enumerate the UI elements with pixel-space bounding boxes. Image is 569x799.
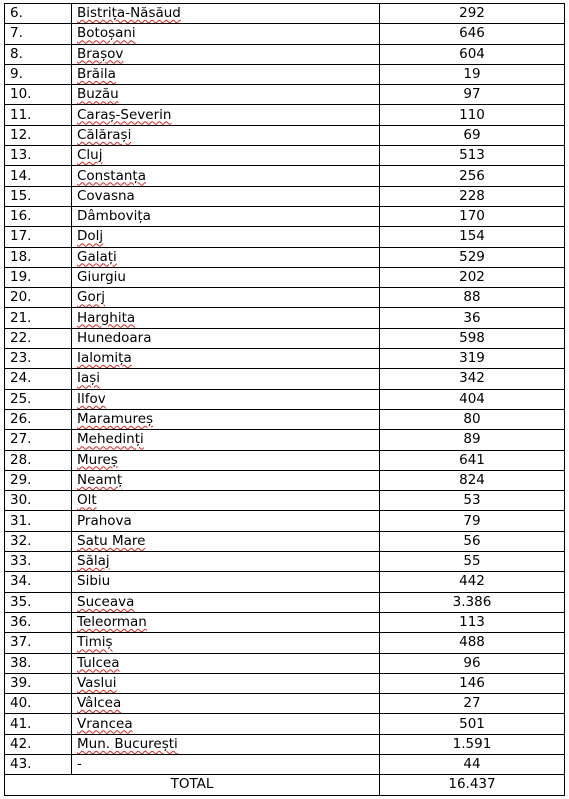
county-name: Bistrița-Năsăud	[77, 5, 181, 22]
value-cell: 598	[380, 328, 565, 348]
value-cell: 53	[380, 491, 565, 511]
county-name-cell	[72, 491, 380, 511]
table-row	[5, 754, 565, 774]
table-row	[5, 105, 565, 125]
county-name-cell	[72, 4, 380, 24]
row-number: 32.	[5, 531, 72, 551]
row-number: 18.	[5, 247, 72, 267]
row-number: 7.	[5, 24, 72, 44]
county-name: Olt	[77, 492, 97, 509]
value-cell: 3.386	[380, 592, 565, 612]
county-name-cell	[72, 267, 380, 287]
table-row	[5, 673, 565, 693]
county-name: Mun. București	[77, 735, 178, 752]
table-row	[5, 44, 565, 64]
county-name: Vaslui	[77, 674, 117, 691]
county-name: Harghita	[77, 309, 136, 326]
table-row	[5, 166, 565, 186]
table-row	[5, 125, 565, 145]
county-name-cell	[72, 734, 380, 754]
row-number: 20.	[5, 288, 72, 308]
row-number: 14.	[5, 166, 72, 186]
county-name: Suceava	[77, 593, 135, 610]
county-name: Călărași	[77, 126, 132, 143]
county-name-cell	[72, 166, 380, 186]
row-number: 37.	[5, 633, 72, 653]
value-cell: 824	[380, 470, 565, 490]
county-name: Mureș	[77, 451, 118, 468]
county-name: Brăila	[77, 66, 116, 83]
county-name-cell	[72, 146, 380, 166]
row-number: 41.	[5, 714, 72, 734]
value-cell: 110	[380, 105, 565, 125]
value-cell: 113	[380, 612, 565, 632]
row-number: 38.	[5, 653, 72, 673]
row-number: 27.	[5, 430, 72, 450]
county-data-table	[4, 3, 565, 796]
county-name-cell	[72, 247, 380, 267]
row-number: 35.	[5, 592, 72, 612]
total-row	[5, 775, 565, 795]
row-number: 6.	[5, 4, 72, 24]
county-name: Dâmbovița	[77, 208, 151, 225]
table-row	[5, 206, 565, 226]
county-name-cell	[72, 430, 380, 450]
table-row	[5, 450, 565, 470]
county-name: Galați	[77, 248, 117, 265]
county-name-cell	[72, 105, 380, 125]
county-name-cell	[72, 227, 380, 247]
row-number: 11.	[5, 105, 72, 125]
county-name-cell	[72, 206, 380, 226]
county-name: Prahova	[77, 512, 132, 529]
table-row	[5, 470, 565, 490]
table-row	[5, 511, 565, 531]
county-name: Covasna	[77, 187, 135, 204]
county-name: Iași	[77, 370, 101, 387]
county-name-cell	[72, 552, 380, 572]
value-cell: 404	[380, 389, 565, 409]
row-number: 26.	[5, 409, 72, 429]
value-cell: 529	[380, 247, 565, 267]
county-name-cell	[72, 24, 380, 44]
county-name: Dolj	[77, 228, 104, 245]
row-number: 17.	[5, 227, 72, 247]
value-cell: 641	[380, 450, 565, 470]
value-cell: 36	[380, 308, 565, 328]
value-cell: 55	[380, 552, 565, 572]
county-name-cell	[72, 470, 380, 490]
table-row	[5, 491, 565, 511]
county-name-cell	[72, 328, 380, 348]
row-number: 42.	[5, 734, 72, 754]
row-number: 30.	[5, 491, 72, 511]
value-cell: 146	[380, 673, 565, 693]
row-number: 34.	[5, 572, 72, 592]
table-row	[5, 267, 565, 287]
value-cell: 292	[380, 4, 565, 24]
table-row	[5, 430, 565, 450]
table-row	[5, 247, 565, 267]
county-name: Vâlcea	[77, 695, 122, 712]
county-name-cell	[72, 572, 380, 592]
county-name: Sălaj	[77, 553, 110, 570]
row-number: 29.	[5, 470, 72, 490]
county-name: Giurgiu	[77, 269, 126, 285]
table-row	[5, 653, 565, 673]
row-number: 15.	[5, 186, 72, 206]
row-number: 25.	[5, 389, 72, 409]
county-name: Tulcea	[77, 654, 120, 671]
county-name-cell	[72, 186, 380, 206]
table-row	[5, 714, 565, 734]
table-row	[5, 146, 565, 166]
county-name-cell	[72, 714, 380, 734]
table-row	[5, 4, 565, 24]
county-name-cell	[72, 44, 380, 64]
row-number: 39.	[5, 673, 72, 693]
value-cell: 170	[380, 206, 565, 226]
county-name: Teleorman	[77, 614, 147, 631]
value-cell: 319	[380, 349, 565, 369]
value-cell: 27	[380, 694, 565, 714]
table-row	[5, 592, 565, 612]
county-name: Neamț	[77, 471, 123, 488]
value-cell: 69	[380, 125, 565, 145]
county-name: Maramureș	[77, 411, 154, 428]
county-name: Buzău	[77, 86, 119, 103]
value-cell: 80	[380, 409, 565, 429]
row-number: 33.	[5, 552, 72, 572]
row-number: 22.	[5, 328, 72, 348]
county-name-cell	[72, 450, 380, 470]
county-name: Caraș-Severin	[77, 106, 172, 123]
table-row	[5, 633, 565, 653]
county-name-cell	[72, 288, 380, 308]
table-row	[5, 369, 565, 389]
county-name-cell	[72, 612, 380, 632]
value-cell: 202	[380, 267, 565, 287]
total-value: 16.437	[380, 775, 565, 795]
county-name-cell	[72, 349, 380, 369]
value-cell: 256	[380, 166, 565, 186]
county-name: Vrancea	[77, 715, 133, 732]
value-cell: 89	[380, 430, 565, 450]
county-name: Ilfov	[77, 390, 106, 407]
county-name-cell	[72, 694, 380, 714]
value-cell: 228	[380, 186, 565, 206]
county-name-cell	[72, 369, 380, 389]
row-number: 40.	[5, 694, 72, 714]
row-number: 28.	[5, 450, 72, 470]
table-row	[5, 572, 565, 592]
county-name-cell	[72, 592, 380, 612]
table-row	[5, 694, 565, 714]
value-cell: 97	[380, 85, 565, 105]
table-row	[5, 288, 565, 308]
row-number: 43.	[5, 754, 72, 774]
value-cell: 154	[380, 227, 565, 247]
county-name: Sibiu	[77, 573, 111, 590]
table-body	[5, 4, 565, 775]
county-name: Constanța	[77, 167, 146, 184]
value-cell: 44	[380, 754, 565, 774]
county-name: Satu Mare	[77, 532, 146, 549]
row-number: 21.	[5, 308, 72, 328]
row-number: 31.	[5, 511, 72, 531]
table-row	[5, 85, 565, 105]
row-number: 9.	[5, 64, 72, 84]
value-cell: 513	[380, 146, 565, 166]
value-cell: 342	[380, 369, 565, 389]
county-name-cell	[72, 125, 380, 145]
table-row	[5, 409, 565, 429]
row-number: 23.	[5, 349, 72, 369]
value-cell: 646	[380, 24, 565, 44]
table-row	[5, 328, 565, 348]
county-name: Botoșani	[77, 25, 136, 42]
table-row	[5, 349, 565, 369]
row-number: 13.	[5, 146, 72, 166]
county-name-cell	[72, 389, 380, 409]
county-name-cell	[72, 409, 380, 429]
table-row	[5, 24, 565, 44]
row-number: 19.	[5, 267, 72, 287]
table-row	[5, 734, 565, 754]
value-cell: 604	[380, 44, 565, 64]
county-name-cell	[72, 653, 380, 673]
county-name-cell	[72, 308, 380, 328]
table-row	[5, 227, 565, 247]
county-name: Ialomița	[77, 350, 132, 367]
table-row	[5, 64, 565, 84]
row-number: 12.	[5, 125, 72, 145]
row-number: 16.	[5, 206, 72, 226]
value-cell: 79	[380, 511, 565, 531]
row-number: 10.	[5, 85, 72, 105]
county-name: Cluj	[77, 147, 103, 164]
value-cell: 1.591	[380, 734, 565, 754]
county-name: Timiș	[77, 634, 113, 651]
county-name-cell	[72, 85, 380, 105]
county-name: Hunedoara	[77, 329, 152, 346]
table-row	[5, 552, 565, 572]
row-number: 24.	[5, 369, 72, 389]
value-cell: 56	[380, 531, 565, 551]
county-name: -	[77, 756, 82, 773]
value-cell: 88	[380, 288, 565, 308]
county-name: Mehedinți	[77, 431, 144, 448]
table-row	[5, 186, 565, 206]
value-cell: 488	[380, 633, 565, 653]
county-name: Gorj	[77, 289, 106, 306]
row-number: 8.	[5, 44, 72, 64]
county-name-cell	[72, 511, 380, 531]
row-number: 36.	[5, 612, 72, 632]
county-name-cell	[72, 633, 380, 653]
county-name-cell	[72, 64, 380, 84]
value-cell: 96	[380, 653, 565, 673]
table-row	[5, 612, 565, 632]
table-row	[5, 531, 565, 551]
table-row	[5, 389, 565, 409]
value-cell: 442	[380, 572, 565, 592]
value-cell: 501	[380, 714, 565, 734]
county-name-cell	[72, 673, 380, 693]
county-name-cell	[72, 531, 380, 551]
total-label: TOTAL	[5, 775, 380, 795]
county-name-cell	[72, 754, 380, 774]
county-name: Brașov	[77, 45, 124, 62]
value-cell: 19	[380, 64, 565, 84]
table-row	[5, 308, 565, 328]
